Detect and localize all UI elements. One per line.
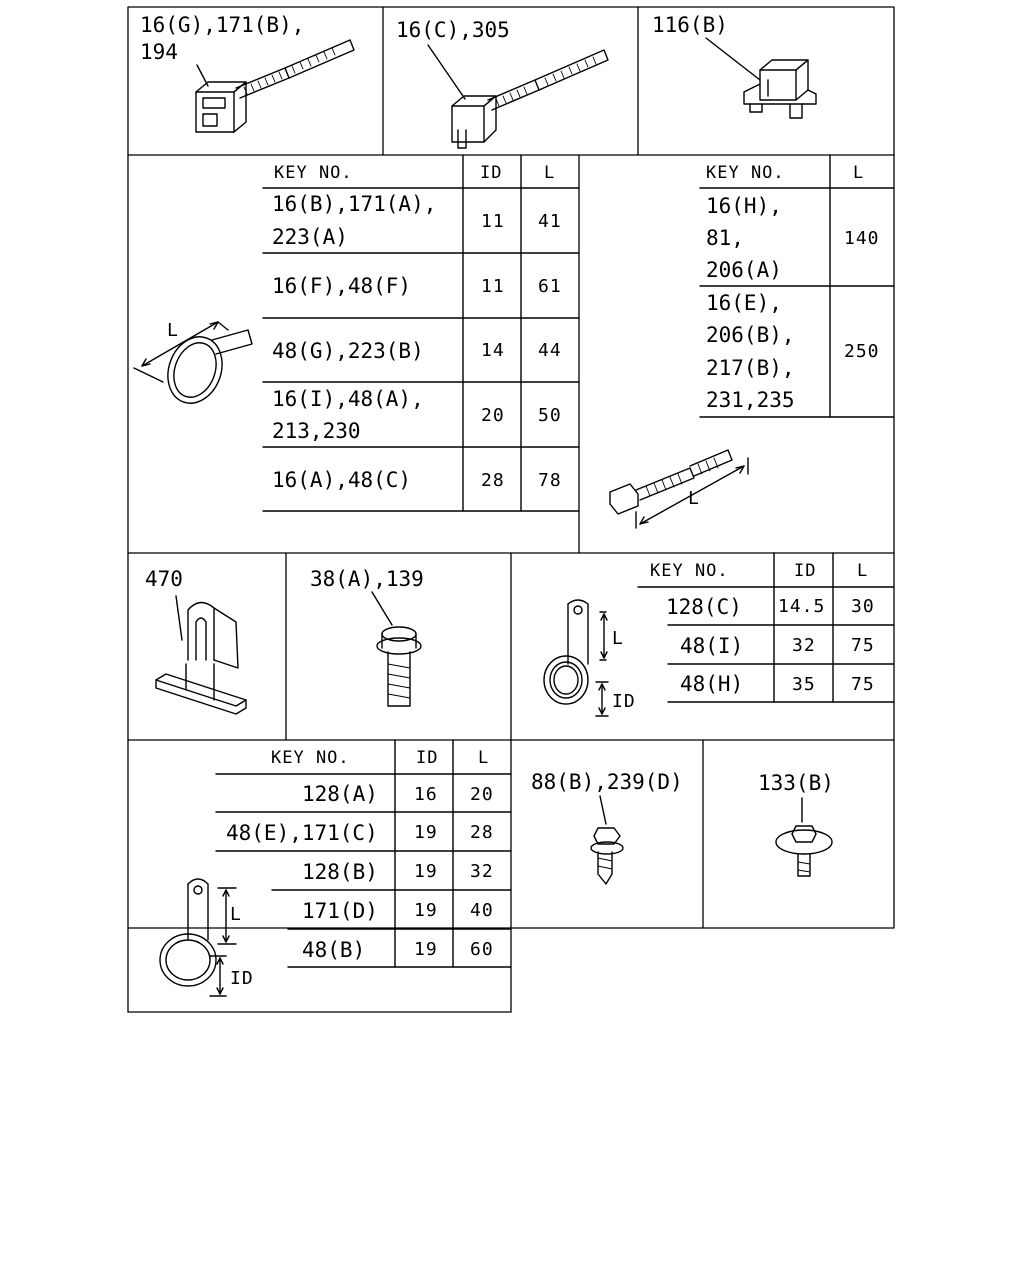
dim-l-band: L bbox=[167, 320, 179, 341]
tie-row2-l: 250 bbox=[844, 341, 880, 362]
tie-row1-key-line2: 81, bbox=[706, 226, 744, 250]
band-row4-l: 50 bbox=[538, 405, 562, 426]
tie-mount-b-drawing bbox=[428, 45, 608, 148]
clamp-small-row1-id: 14.5 bbox=[778, 596, 826, 617]
callout-tie-mount-a-line1: 16(G),171(B), bbox=[140, 13, 305, 37]
clamp-small-row3-id: 35 bbox=[792, 674, 816, 695]
clamp-large-row2-key: 48(E),171(C) bbox=[226, 821, 378, 845]
band-row4-id: 20 bbox=[481, 405, 505, 426]
frame-lines bbox=[128, 7, 894, 1012]
tie-row1-l: 140 bbox=[844, 228, 880, 249]
clamp-large-row5-id: 19 bbox=[414, 939, 438, 960]
tie-table-header-l: L bbox=[853, 163, 865, 183]
band-clamp-drawing bbox=[134, 322, 252, 411]
band-row3-l: 44 bbox=[538, 340, 562, 361]
tie-row2-key-line3: 217(B), bbox=[706, 356, 795, 380]
tie-row1-key-line3: 206(A) bbox=[706, 258, 782, 282]
clamp-large-header-l: L bbox=[478, 748, 490, 768]
band-row4-key-line2: 213,230 bbox=[272, 419, 361, 443]
band-row1-id: 11 bbox=[481, 211, 505, 232]
clamp-large-row4-key: 171(D) bbox=[302, 899, 378, 923]
tie-mount-a-drawing bbox=[196, 40, 354, 132]
callout-clip-116: 116(B) bbox=[652, 13, 728, 37]
band-row1-key-line2: 223(A) bbox=[272, 225, 348, 249]
clamp-large-row5-l: 60 bbox=[470, 939, 494, 960]
clamp-small-header-id: ID bbox=[794, 561, 817, 581]
band-row2-l: 61 bbox=[538, 276, 562, 297]
dim-id-small-clamp: ID bbox=[612, 691, 636, 712]
callout-bolt-88: 88(B),239(D) bbox=[531, 770, 683, 794]
clamp-small-row2-id: 32 bbox=[792, 635, 816, 656]
callout-tie-mount-a-line2: 194 bbox=[140, 40, 178, 64]
clamp-large-row5-key: 48(B) bbox=[302, 938, 366, 962]
band-table-header-l: L bbox=[544, 163, 556, 183]
clamp-small-header-key: KEY NO. bbox=[650, 561, 729, 581]
band-table-header-id: ID bbox=[480, 163, 503, 183]
clamp-large-header-id: ID bbox=[416, 748, 439, 768]
callout-tie-mount-b: 16(C),305 bbox=[396, 18, 510, 42]
bolt-38-drawing bbox=[372, 592, 421, 706]
clamp-large-row1-key: 128(A) bbox=[302, 782, 378, 806]
callout-bolt-133: 133(B) bbox=[758, 771, 834, 795]
band-row4-key-line1: 16(I),48(A), bbox=[272, 387, 424, 411]
tie-row2-key-line1: 16(E), bbox=[706, 291, 782, 315]
clamp-large-row1-l: 20 bbox=[470, 784, 494, 805]
band-row3-key: 48(G),223(B) bbox=[272, 339, 424, 363]
dim-id-large-clamp: ID bbox=[230, 968, 254, 989]
clamp-large-row3-id: 19 bbox=[414, 861, 438, 882]
clamp-large-row1-id: 16 bbox=[414, 784, 438, 805]
clamp-large-header-key: KEY NO. bbox=[271, 748, 350, 768]
band-row2-key: 16(F),48(F) bbox=[272, 274, 412, 298]
clamp-large-table-grid bbox=[216, 740, 511, 967]
band-row1-key-line1: 16(B),171(A), bbox=[272, 192, 437, 216]
clip-470-drawing bbox=[156, 596, 246, 714]
clamp-large-row2-id: 19 bbox=[414, 822, 438, 843]
band-row1-l: 41 bbox=[538, 211, 562, 232]
band-row2-id: 11 bbox=[481, 276, 505, 297]
clamp-small-row1-key: 128(C) bbox=[666, 595, 742, 619]
callout-clip-470: 470 bbox=[145, 567, 183, 591]
small-clamp-drawing bbox=[544, 600, 608, 716]
large-clamp-drawing bbox=[160, 879, 236, 996]
clamp-small-header-l: L bbox=[857, 561, 869, 581]
clamp-small-row1-l: 30 bbox=[851, 596, 875, 617]
tie-row1-key-line1: 16(H), bbox=[706, 194, 782, 218]
clamp-small-row2-l: 75 bbox=[851, 635, 875, 656]
band-row5-l: 78 bbox=[538, 470, 562, 491]
clamp-large-row4-id: 19 bbox=[414, 900, 438, 921]
band-row3-id: 14 bbox=[481, 340, 505, 361]
clamp-small-row3-l: 75 bbox=[851, 674, 875, 695]
clamp-small-row3-key: 48(H) bbox=[680, 672, 744, 696]
clamp-large-row3-key: 128(B) bbox=[302, 860, 378, 884]
band-row5-id: 28 bbox=[481, 470, 505, 491]
clamp-large-row2-l: 28 bbox=[470, 822, 494, 843]
clamp-small-row2-key: 48(I) bbox=[680, 634, 744, 658]
bolt-133-drawing bbox=[776, 798, 832, 876]
clamp-large-row4-l: 40 bbox=[470, 900, 494, 921]
dim-l-small-clamp: L bbox=[612, 628, 624, 649]
clip-116-drawing bbox=[706, 38, 816, 118]
bolt-88-drawing bbox=[591, 796, 623, 884]
band-table-header-key: KEY NO. bbox=[274, 163, 353, 183]
dim-l-large-clamp: L bbox=[230, 904, 242, 925]
tie-row2-key-line4: 231,235 bbox=[706, 388, 795, 412]
tie-row2-key-line2: 206(B), bbox=[706, 323, 795, 347]
tie-table-header-key: KEY NO. bbox=[706, 163, 785, 183]
dim-l-tie: L bbox=[688, 488, 700, 509]
clamp-large-row3-l: 32 bbox=[470, 861, 494, 882]
callout-bolt-38: 38(A),139 bbox=[310, 567, 424, 591]
band-row5-key: 16(A),48(C) bbox=[272, 468, 412, 492]
long-tie-drawing bbox=[610, 450, 748, 528]
